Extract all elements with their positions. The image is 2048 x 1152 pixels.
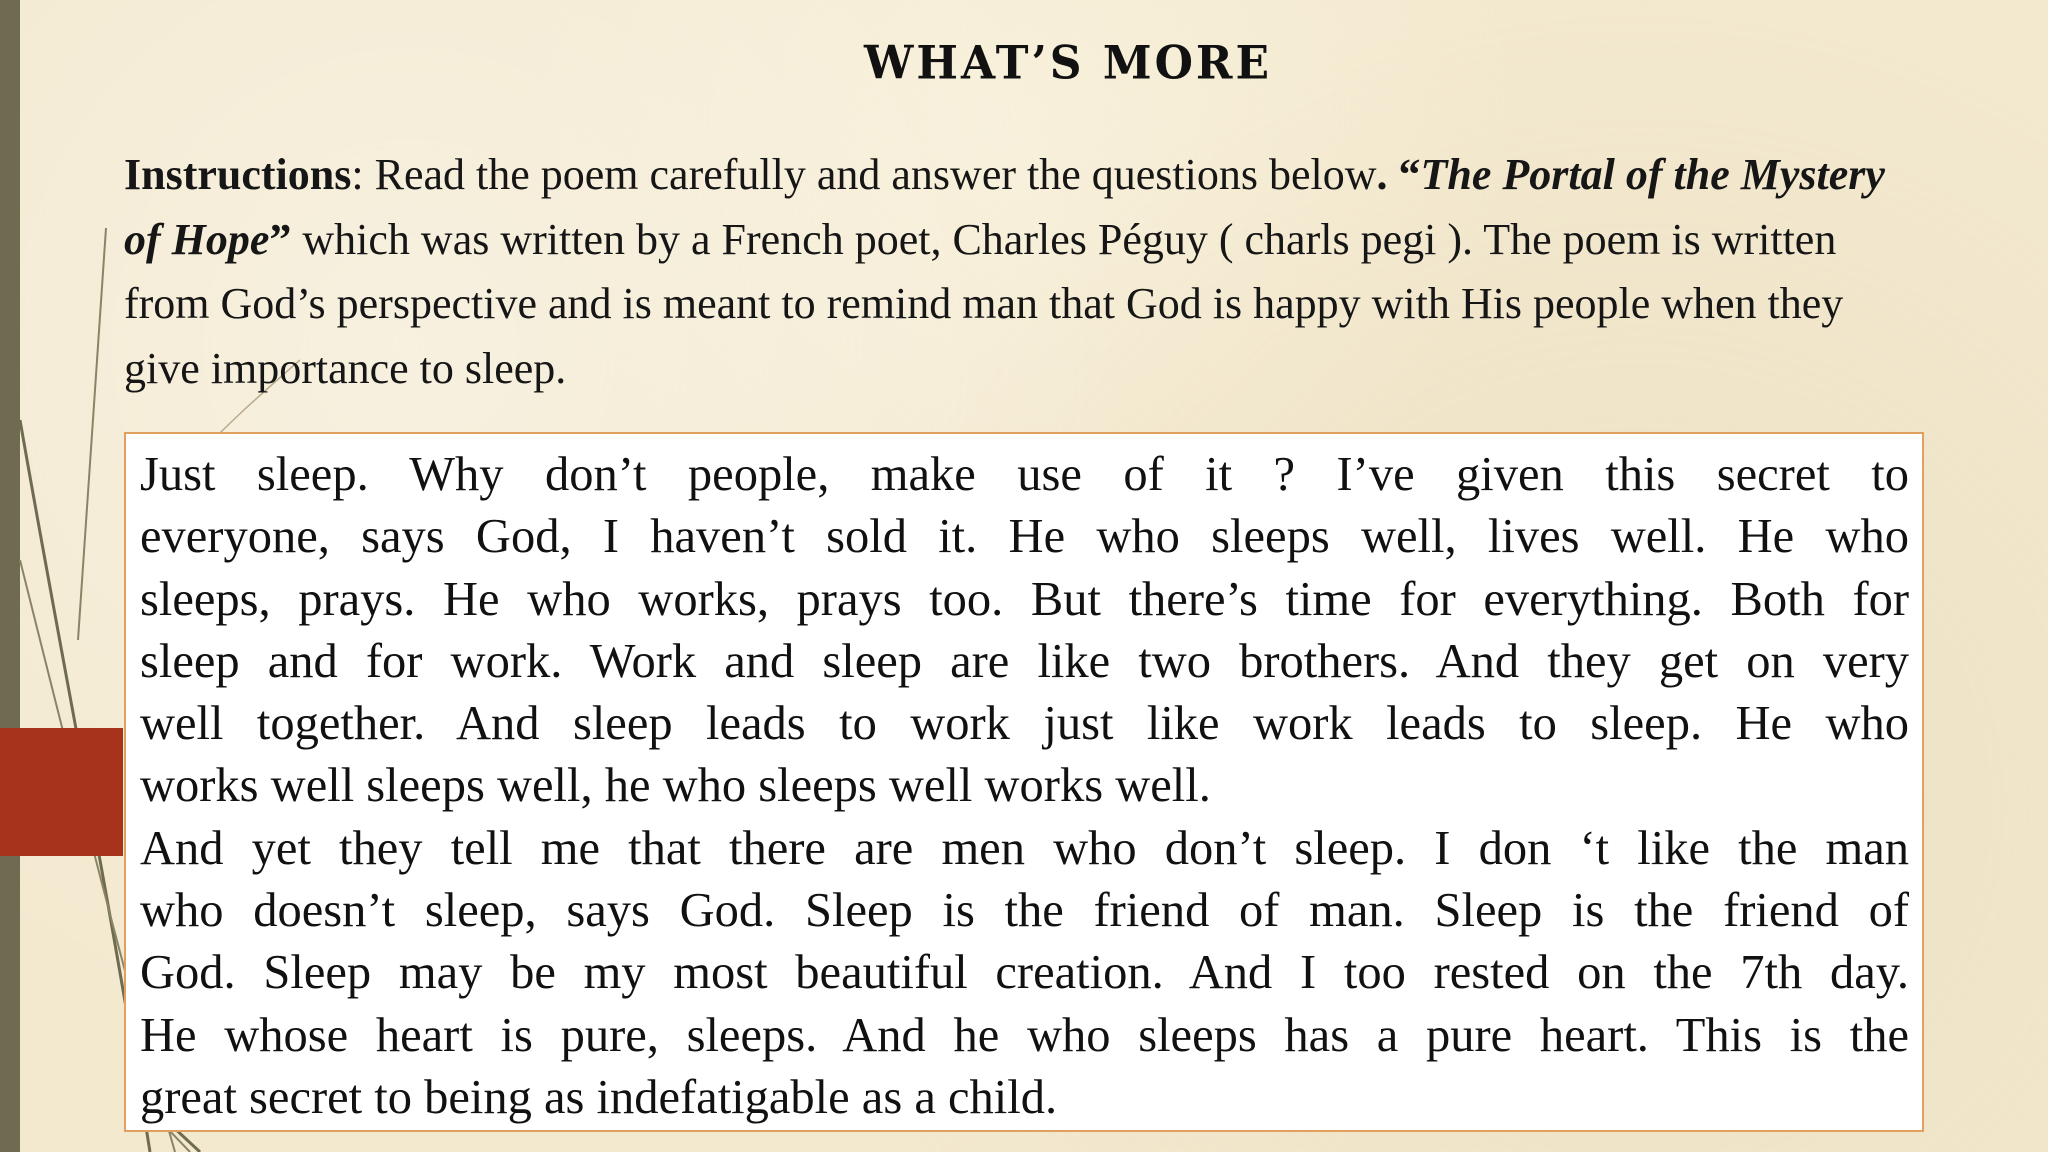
poem-title: The Portal of the Mystery of Hope — [124, 150, 1885, 264]
poem-line: works well sleeps well, he who sleeps well works well. — [140, 759, 1211, 813]
poem-line: Just sleep. Why don’t people, make use of it ? I’ve given this secret to — [140, 448, 1909, 501]
poem-line: God. Sleep may be my most beautiful creation. And I too rested on the 7th day. — [140, 946, 1909, 1000]
instructions-label: Instructions — [124, 150, 352, 199]
instructions-period: . — [1376, 150, 1388, 199]
red-accent-block — [0, 728, 123, 856]
poem-box — [124, 432, 1924, 1132]
instructions-paragraph — [124, 143, 1924, 401]
instructions-colon: : — [351, 150, 364, 199]
poem-line: sleep and for work. Work and sleep are like two brothers. And they get on very — [140, 634, 1909, 688]
poem-line: well together. And sleep leads to work just like work leads to sleep. He who — [140, 697, 1909, 751]
poem-line: everyone, says God, I haven’t sold it. He who sleeps well, lives well. He who — [140, 510, 1909, 564]
instructions-close-quote: ” — [269, 214, 292, 264]
poem-line: He whose heart is pure, sleeps. And he who sleeps has a pure heart. This is the — [140, 1008, 1909, 1062]
poem-line: And yet they tell me that there are men who don’t sleep. I don ‘t like the man — [140, 821, 1909, 875]
instructions-text-2: which was written by a French poet, Charles Péguy ( charls pegi ). The poem is written from God’s perspective and is meant to remind man that God is happy with His people when they give importance to sleep. — [124, 214, 1844, 393]
instructions-open-quote: “ — [1387, 150, 1421, 199]
instructions-text-1: Read the poem carefully and answer the questions below — [363, 150, 1377, 199]
poem-line: sleeps, prays. He who works, prays too. But there’s time for everything. Both for — [140, 572, 1909, 626]
slide-heading: WHAT’S MORE — [863, 36, 1272, 91]
poem-line: great secret to being as indefatigable as a child. — [140, 1070, 1058, 1124]
poem-line: who doesn’t sleep, says God. Sleep is the friend of man. Sleep is the friend of — [140, 884, 1909, 938]
